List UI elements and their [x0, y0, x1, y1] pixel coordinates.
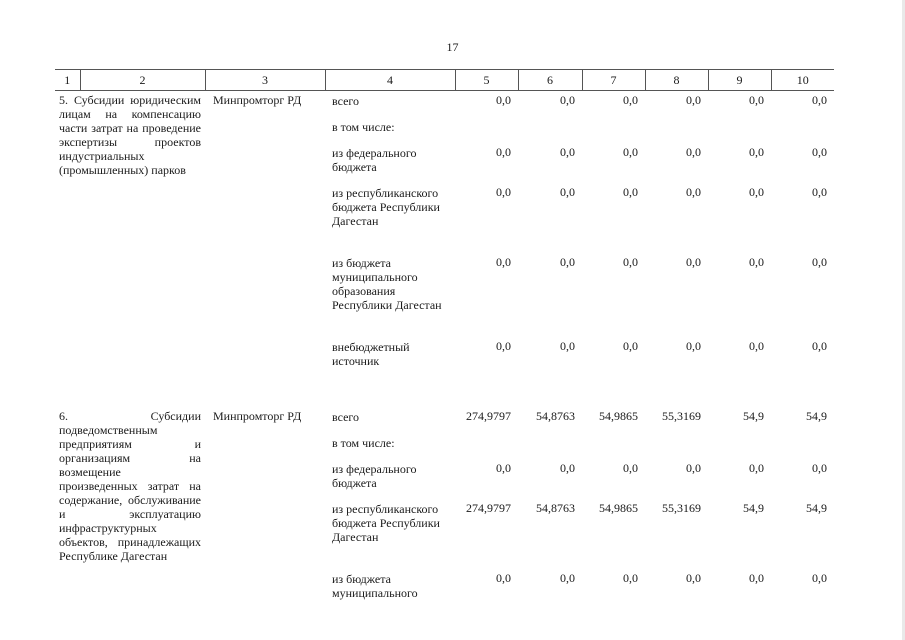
value-cell: 0,0	[686, 144, 701, 159]
value-cell: 54,9865	[599, 408, 638, 423]
executor: Минпромторг РД	[213, 93, 302, 107]
value-cell	[455, 117, 518, 143]
value-cell: 0,0	[749, 338, 764, 353]
value-cell: 0,0	[496, 254, 511, 269]
value-cell	[582, 117, 645, 143]
measure-name: 5. Субсидии юридическим лицам на компенсацию части затрат на проведение экспертизы проектов индустриальных (промышленных) парков	[59, 93, 201, 177]
value-cell: 0,0	[686, 184, 701, 199]
value-cell: 0,0	[749, 93, 764, 107]
value-cell: 0,0	[560, 144, 575, 159]
value-cell: 0,0	[496, 144, 511, 159]
value-cell: 274,9797	[466, 500, 511, 515]
value-cell	[708, 117, 771, 143]
value-cell: 0,0	[496, 184, 511, 199]
value-cell: 0,0	[812, 460, 827, 475]
funding-source: из федерального бюджета	[332, 145, 417, 174]
value-cell: 0,0	[686, 93, 701, 107]
value-cell	[518, 117, 582, 143]
header-cell: 6	[518, 70, 582, 91]
funding-source: из федерального бюджета	[332, 461, 417, 490]
value-cell: 0,0	[812, 254, 827, 269]
value-cell: 0,0	[496, 460, 511, 475]
value-cell: 0,0	[623, 570, 638, 585]
value-cell	[645, 117, 708, 143]
funding-source: из республиканского бюджета Республики Дагестан	[332, 501, 440, 544]
value-cell: 0,0	[623, 144, 638, 159]
value-cell: 0,0	[623, 184, 638, 199]
value-cell: 0,0	[496, 338, 511, 353]
value-cell: 0,0	[560, 338, 575, 353]
funding-source: внебюджетный источник	[332, 339, 410, 368]
header-cell: 2	[80, 70, 205, 91]
header-row	[55, 70, 834, 91]
value-cell: 0,0	[686, 338, 701, 353]
funding-source: из бюджета муниципального	[332, 571, 418, 600]
funding-source: всего	[332, 94, 360, 108]
header-cell: 8	[645, 70, 708, 91]
value-cell: 0,0	[560, 184, 575, 199]
value-cell: 55,3169	[662, 500, 701, 515]
value-cell	[582, 433, 645, 459]
funding-source: из республиканского бюджета Республики Дагестан	[332, 185, 440, 228]
header-cell: 4	[325, 70, 455, 91]
value-cell: 54,9	[806, 500, 827, 515]
value-cell: 274,9797	[466, 408, 511, 423]
value-cell: 0,0	[812, 144, 827, 159]
value-cell: 0,0	[812, 338, 827, 353]
measure-name: 6. Субсидии подведомственным предприятиям и организациям на возмещение произведенных затрат на содержание, обслуживание и эксплуатацию инфраструктурных объектов, принадлежащих Республике Дагестан	[59, 408, 201, 563]
value-cell: 55,3169	[662, 408, 701, 423]
section-gap-cell	[55, 375, 834, 407]
executor: Минпромторг РД	[213, 408, 302, 423]
value-cell: 54,8763	[536, 500, 575, 515]
value-cell	[771, 433, 834, 459]
header-cell: 5	[455, 70, 518, 91]
value-cell: 0,0	[623, 460, 638, 475]
value-cell: 0,0	[623, 93, 638, 107]
value-cell: 0,0	[749, 570, 764, 585]
value-cell: 0,0	[812, 93, 827, 107]
funding-source: всего	[332, 409, 360, 424]
value-cell: 0,0	[812, 184, 827, 199]
value-cell: 0,0	[749, 144, 764, 159]
value-cell: 54,9865	[599, 500, 638, 515]
value-cell: 0,0	[686, 460, 701, 475]
value-cell	[645, 433, 708, 459]
value-cell: 0,0	[812, 570, 827, 585]
header-cell: 7	[582, 70, 645, 91]
value-cell: 0,0	[496, 570, 511, 585]
value-cell: 0,0	[560, 93, 575, 107]
value-cell: 54,9	[806, 408, 827, 423]
value-cell: 54,9	[743, 500, 764, 515]
header-cell: 1	[55, 70, 80, 91]
value-cell	[708, 433, 771, 459]
value-cell: 0,0	[560, 570, 575, 585]
value-cell: 0,0	[686, 254, 701, 269]
header-cell: 10	[771, 70, 834, 91]
value-cell: 0,0	[560, 254, 575, 269]
value-cell: 54,9	[743, 408, 764, 423]
page-number: 17	[446, 40, 459, 54]
header-cell: 3	[205, 70, 325, 91]
value-cell	[518, 433, 582, 459]
value-cell: 0,0	[749, 184, 764, 199]
section-gap	[55, 375, 834, 407]
value-cell: 0,0	[623, 338, 638, 353]
budget-table	[55, 69, 834, 609]
value-cell: 0,0	[560, 460, 575, 475]
table-row	[55, 407, 834, 433]
value-cell: 0,0	[623, 254, 638, 269]
header-cell: 9	[708, 70, 771, 91]
funding-source: в том числе:	[332, 435, 395, 450]
value-cell: 54,8763	[536, 408, 575, 423]
value-cell	[771, 117, 834, 143]
value-cell: 0,0	[686, 570, 701, 585]
funding-source: в том числе:	[332, 119, 395, 134]
value-cell: 0,0	[749, 254, 764, 269]
table-row	[55, 91, 834, 117]
funding-source: из бюджета муниципального образования Республики Дагестан	[332, 255, 442, 312]
value-cell: 0,0	[496, 93, 511, 107]
value-cell: 0,0	[749, 460, 764, 475]
value-cell	[455, 433, 518, 459]
